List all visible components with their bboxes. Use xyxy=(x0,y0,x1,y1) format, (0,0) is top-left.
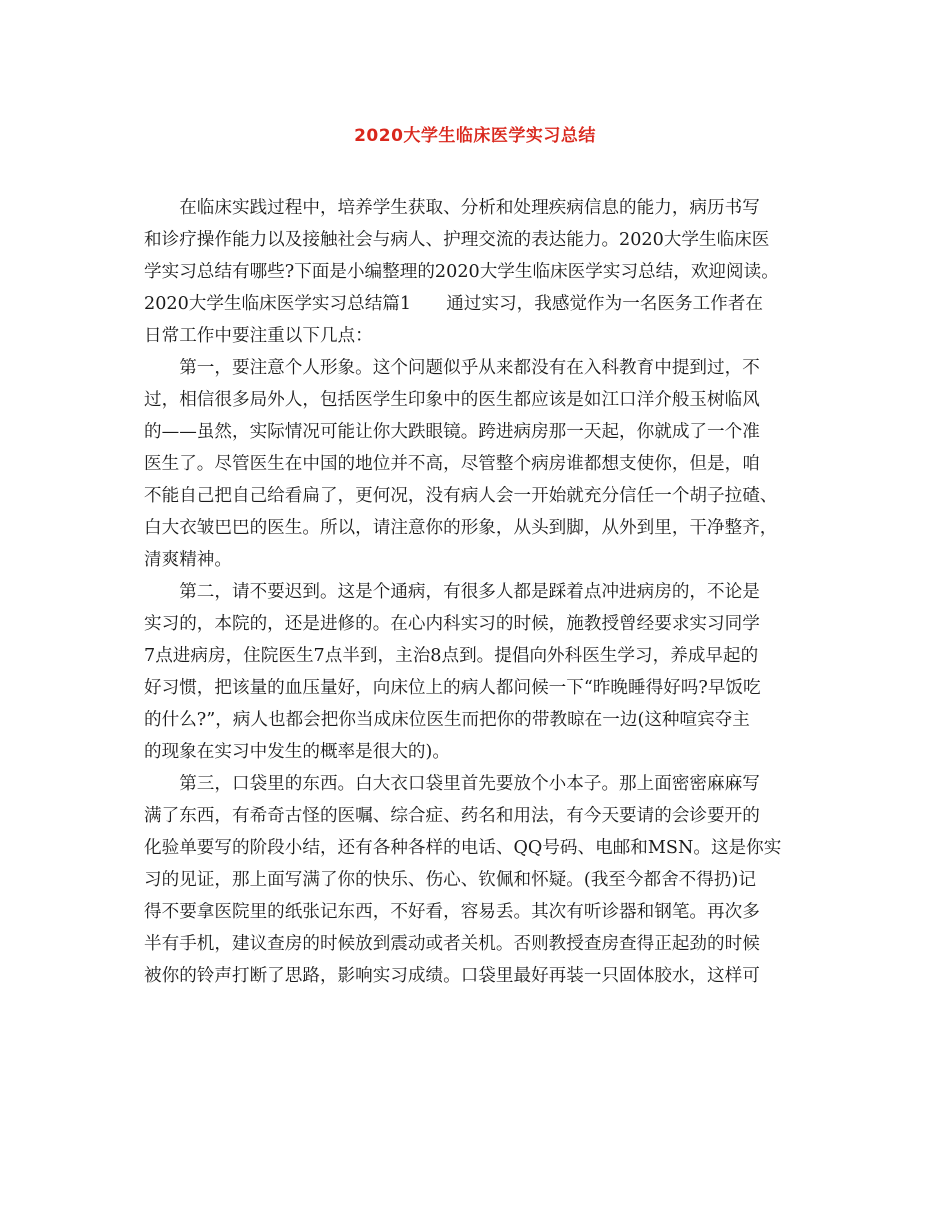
paragraph-intro xyxy=(144,192,808,352)
text-line: 实习的，本院的，还是进修的。在心内科实习的时候，施教授曾经要求实习同学 xyxy=(144,614,760,634)
text-line: 不能自己把自己给看扁了，更何况，没有病人会一开始就充分信任一个胡子拉碴、 xyxy=(144,486,778,506)
text-line: 被你的铃声打断了思路，影响实习成绩。口袋里最好再装一只固体胶水，这样可 xyxy=(144,966,760,986)
text-line: 满了东西，有希奇古怪的医嘱、综合症、药名和用法，有今天要请的会诊要开的 xyxy=(144,806,760,826)
text-line: 过，相信很多局外人，包括医学生印象中的医生都应该是如江口洋介般玉树临风 xyxy=(144,390,760,410)
text-line: 半有手机，建议查房的时候放到震动或者关机。否则教授查房查得正起劲的时候 xyxy=(144,934,760,954)
text-line: 和诊疗操作能力以及接触社会与病人、护理交流的表达能力。2020大学生临床医 xyxy=(144,230,770,250)
document-title: 2020大学生临床医学实习总结 xyxy=(354,126,596,146)
text-line: 的什么?”，病人也都会把你当成床位医生而把你的带教晾在一边(这种喧宾夺主 xyxy=(144,710,750,730)
paragraph-point-one xyxy=(144,352,808,576)
paragraph-point-three xyxy=(144,768,808,992)
text-line: 2020大学生临床医学实习总结篇1 通过实习，我感觉作为一名医务工作者在 xyxy=(144,294,763,314)
text-line: 习的见证，那上面写满了你的快乐、伤心、钦佩和怀疑。(我至今都舍不得扔)记 xyxy=(144,870,756,890)
text-line: 的——虽然，实际情况可能让你大跌眼镜。跨进病房那一天起，你就成了一个准 xyxy=(144,422,760,442)
text-line: 第三，口袋里的东西。白大衣口袋里首先要放个小本子。那上面密密麻麻写 xyxy=(179,774,760,794)
text-line: 化验单要写的阶段小结，还有各种各样的电话、QQ号码、电邮和MSN。这是你实 xyxy=(144,838,782,858)
paragraph-point-two xyxy=(144,576,808,768)
text-line: 好习惯，把该量的血压量好，向床位上的病人都问候一下“昨晚睡得好吗?早饭吃 xyxy=(144,678,761,698)
text-line: 白大衣皱巴巴的医生。所以，请注意你的形象，从头到脚，从外到里，干净整齐， xyxy=(144,518,778,538)
text-line: 的现象在实习中发生的概率是很大的)。 xyxy=(144,742,450,762)
text-line: 清爽精神。 xyxy=(144,550,232,570)
text-line: 7点进病房，住院医生7点半到，主治8点到。提倡向外科医生学习，养成早起的 xyxy=(144,646,759,666)
text-line: 医生了。尽管医生在中国的地位并不高，尽管整个病房谁都想支使你，但是，咱 xyxy=(144,454,760,474)
document-body xyxy=(144,192,808,992)
text-line: 在临床实践过程中，培养学生获取、分析和处理疾病信息的能力，病历书写 xyxy=(179,198,760,218)
text-line: 第一，要注意个人形象。这个问题似乎从来都没有在入科教育中提到过，不 xyxy=(179,358,760,378)
text-line: 第二，请不要迟到。这是个通病，有很多人都是踩着点冲进病房的，不论是 xyxy=(179,582,760,602)
text-line: 学实习总结有哪些?下面是小编整理的2020大学生临床医学实习总结，欢迎阅读。 xyxy=(144,262,779,282)
text-line: 日常工作中要注重以下几点： xyxy=(144,326,373,346)
text-line: 得不要拿医院里的纸张记东西，不好看，容易丢。其次有听诊器和钢笔。再次多 xyxy=(144,902,760,922)
